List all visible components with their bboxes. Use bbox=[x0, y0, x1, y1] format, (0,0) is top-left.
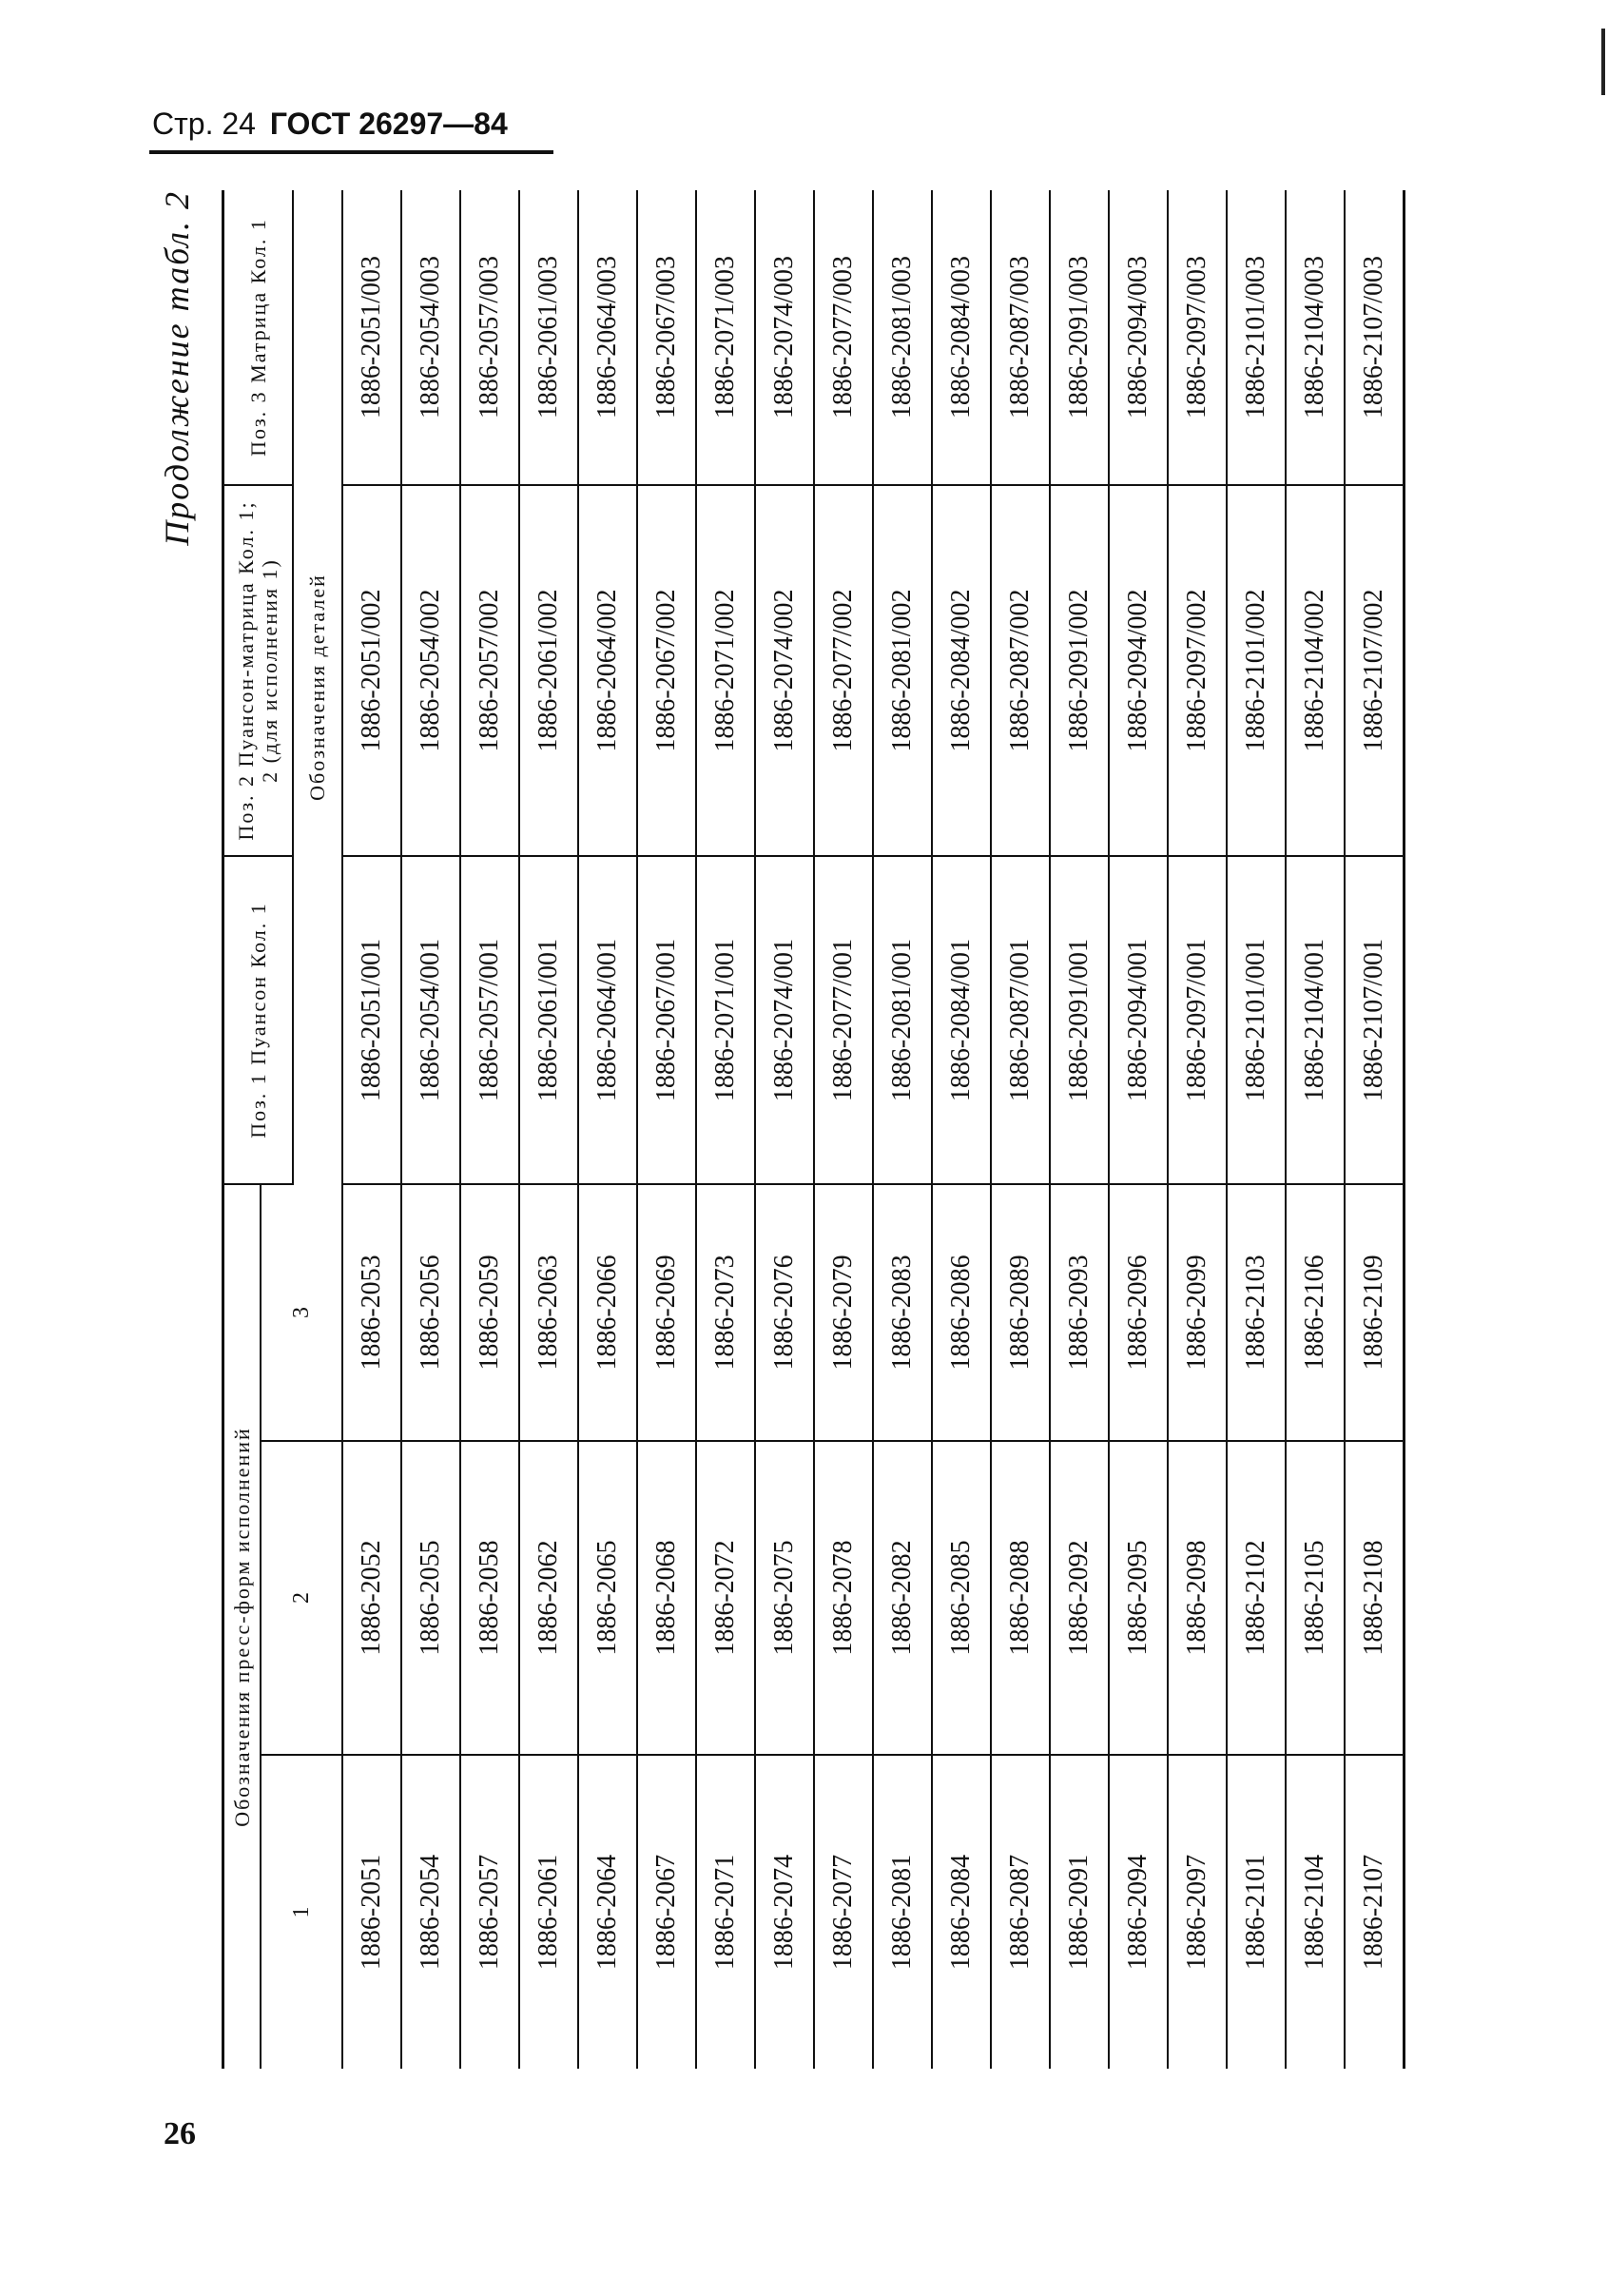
table-cell: 1886-2096 bbox=[1109, 1184, 1168, 1441]
table-cell: 1886-2061 bbox=[519, 1755, 578, 2069]
table-cell: 1886-2099 bbox=[1168, 1184, 1227, 1441]
table-row bbox=[401, 190, 460, 2069]
table-cell: 1886-2063 bbox=[519, 1184, 578, 1441]
header-rule bbox=[149, 150, 553, 154]
table-cell: 1886-2083 bbox=[873, 1184, 932, 1441]
table-cell: 1886-2105 bbox=[1286, 1441, 1345, 1755]
table-cell: 1886-2054/003 bbox=[401, 190, 460, 485]
table-cell: 1886-2065 bbox=[578, 1441, 637, 1755]
table-cell: 1886-2107/001 bbox=[1345, 856, 1405, 1184]
table-cell: 1886-2087/002 bbox=[991, 485, 1050, 856]
table-cell: 1886-2068 bbox=[637, 1441, 696, 1755]
table-cell: 1886-2084 bbox=[932, 1755, 991, 2069]
table-cell: 1886-2051 bbox=[342, 1755, 401, 2069]
table-cell: 1886-2071/002 bbox=[696, 485, 755, 856]
table-cell: 1886-2107/002 bbox=[1345, 485, 1405, 856]
table-cell: 1886-2077 bbox=[814, 1755, 873, 2069]
table-cell: 1886-2084/001 bbox=[932, 856, 991, 1184]
table-cell: 1886-2109 bbox=[1345, 1184, 1405, 1441]
table-cell: 1886-2102 bbox=[1227, 1441, 1286, 1755]
table-cell: 1886-2081/003 bbox=[873, 190, 932, 485]
table-cell: 1886-2104/003 bbox=[1286, 190, 1345, 485]
table-cell: 1886-2074 bbox=[755, 1755, 814, 2069]
table-cell: 1886-2051/003 bbox=[342, 190, 401, 485]
table-row bbox=[342, 190, 401, 2069]
table-row bbox=[755, 190, 814, 2069]
table-cell: 1886-2101/002 bbox=[1227, 485, 1286, 856]
table-cell: 1886-2058 bbox=[460, 1441, 519, 1755]
page-number: 26 bbox=[164, 2116, 196, 2151]
table-cell: 1886-2086 bbox=[932, 1184, 991, 1441]
table-cell: 1886-2104 bbox=[1286, 1755, 1345, 2069]
table-cell: 1886-2108 bbox=[1345, 1441, 1405, 1755]
pos1-header: Поз. 1 Пуансон Кол. 1 bbox=[223, 856, 293, 1184]
table-row bbox=[1109, 190, 1168, 2069]
table-cell: 1886-2064/002 bbox=[578, 485, 637, 856]
table-row bbox=[932, 190, 991, 2069]
pos3-header: Поз. 3 Матрица Кол. 1 bbox=[223, 190, 293, 485]
rotated-table-block bbox=[157, 190, 1445, 2069]
table-cell: 1886-2067/003 bbox=[637, 190, 696, 485]
table-cell: 1886-2081 bbox=[873, 1755, 932, 2069]
exec-col-2-header: 2 bbox=[261, 1441, 342, 1755]
table-cell: 1886-2074/001 bbox=[755, 856, 814, 1184]
table-cell: 1886-2057/001 bbox=[460, 856, 519, 1184]
table-cell: 1886-2057/002 bbox=[460, 485, 519, 856]
table-row bbox=[1050, 190, 1109, 2069]
table-row bbox=[1227, 190, 1286, 2069]
group-header: Обозначения пресс-форм исполнений bbox=[223, 1184, 262, 2069]
table-cell: 1886-2095 bbox=[1109, 1441, 1168, 1755]
table-cell: 1886-2085 bbox=[932, 1441, 991, 1755]
table-cell: 1886-2107 bbox=[1345, 1755, 1405, 2069]
table-cell: 1886-2081/001 bbox=[873, 856, 932, 1184]
table-cell: 1886-2064/001 bbox=[578, 856, 637, 1184]
table-cell: 1886-2081/002 bbox=[873, 485, 932, 856]
table-cell: 1886-2056 bbox=[401, 1184, 460, 1441]
table-row bbox=[519, 190, 578, 2069]
table-cell: 1886-2071 bbox=[696, 1755, 755, 2069]
table-cell: 1886-2091 bbox=[1050, 1755, 1109, 2069]
scan-edge-mark bbox=[1601, 29, 1605, 95]
table-cell: 1886-2097/002 bbox=[1168, 485, 1227, 856]
table-cell: 1886-2094/003 bbox=[1109, 190, 1168, 485]
table-cell: 1886-2061/002 bbox=[519, 485, 578, 856]
table-cell: 1886-2097/001 bbox=[1168, 856, 1227, 1184]
table-cell: 1886-2076 bbox=[755, 1184, 814, 1441]
details-header: Обозначения деталей bbox=[293, 190, 342, 1184]
table-body bbox=[342, 190, 1405, 2069]
table-cell: 1886-2088 bbox=[991, 1441, 1050, 1755]
table-cell: 1886-2104/002 bbox=[1286, 485, 1345, 856]
table-cell: 1886-2055 bbox=[401, 1441, 460, 1755]
table-cell: 1886-2053 bbox=[342, 1184, 401, 1441]
table-cell: 1886-2077/001 bbox=[814, 856, 873, 1184]
table-cell: 1886-2077/003 bbox=[814, 190, 873, 485]
table-cell: 1886-2075 bbox=[755, 1441, 814, 1755]
table-cell: 1886-2069 bbox=[637, 1184, 696, 1441]
table-caption: Продолжение табл. 2 bbox=[158, 190, 196, 546]
pos2-header: Поз. 2 Пуансон-матрица Кол. 1; 2 (для исполнения 1) bbox=[223, 485, 293, 856]
table-cell: 1886-2061/003 bbox=[519, 190, 578, 485]
page-header bbox=[152, 107, 508, 142]
table-cell: 1886-2071/001 bbox=[696, 856, 755, 1184]
table-row bbox=[991, 190, 1050, 2069]
table-cell: 1886-2098 bbox=[1168, 1441, 1227, 1755]
table-cell: 1886-2087/003 bbox=[991, 190, 1050, 485]
table-cell: 1886-2082 bbox=[873, 1441, 932, 1755]
table-cell: 1886-2071/003 bbox=[696, 190, 755, 485]
table-row bbox=[696, 190, 755, 2069]
table-cell: 1886-2061/001 bbox=[519, 856, 578, 1184]
table-cell: 1886-2079 bbox=[814, 1184, 873, 1441]
table-cell: 1886-2051/001 bbox=[342, 856, 401, 1184]
table-cell: 1886-2089 bbox=[991, 1184, 1050, 1441]
table-cell: 1886-2091/002 bbox=[1050, 485, 1109, 856]
table-cell: 1886-2054 bbox=[401, 1755, 460, 2069]
table-cell: 1886-2052 bbox=[342, 1441, 401, 1755]
table-cell: 1886-2077/002 bbox=[814, 485, 873, 856]
table-cell: 1886-2091/001 bbox=[1050, 856, 1109, 1184]
table-cell: 1886-2097/003 bbox=[1168, 190, 1227, 485]
table-cell: 1886-2091/003 bbox=[1050, 190, 1109, 485]
table-cell: 1886-2067/001 bbox=[637, 856, 696, 1184]
table-cell: 1886-2064/003 bbox=[578, 190, 637, 485]
table-cell: 1886-2072 bbox=[696, 1441, 755, 1755]
table-cell: 1886-2084/002 bbox=[932, 485, 991, 856]
table-row bbox=[1345, 190, 1405, 2069]
table-cell: 1886-2092 bbox=[1050, 1441, 1109, 1755]
table-row bbox=[460, 190, 519, 2069]
table-cell: 1886-2103 bbox=[1227, 1184, 1286, 1441]
table-cell: 1886-2094 bbox=[1109, 1755, 1168, 2069]
table-row bbox=[578, 190, 637, 2069]
table-cell: 1886-2074/003 bbox=[755, 190, 814, 485]
table-cell: 1886-2064 bbox=[578, 1755, 637, 2069]
table-cell: 1886-2101/001 bbox=[1227, 856, 1286, 1184]
table-cell: 1886-2067/002 bbox=[637, 485, 696, 856]
standard-number: ГОСТ 26297—84 bbox=[269, 107, 508, 141]
table-row bbox=[814, 190, 873, 2069]
table-cell: 1886-2054/002 bbox=[401, 485, 460, 856]
exec-col-1-header: 1 bbox=[261, 1755, 342, 2069]
table-row bbox=[1286, 190, 1345, 2069]
table-cell: 1886-2062 bbox=[519, 1441, 578, 1755]
table-row bbox=[873, 190, 932, 2069]
table-cell: 1886-2074/002 bbox=[755, 485, 814, 856]
table-cell: 1886-2107/003 bbox=[1345, 190, 1405, 485]
table-cell: 1886-2104/001 bbox=[1286, 856, 1345, 1184]
table-cell: 1886-2094/002 bbox=[1109, 485, 1168, 856]
table-cell: 1886-2097 bbox=[1168, 1755, 1227, 2069]
table-cell: 1886-2066 bbox=[578, 1184, 637, 1441]
table-cell: 1886-2078 bbox=[814, 1441, 873, 1755]
page-prefix: Стр. 24 bbox=[152, 107, 256, 141]
table-cell: 1886-2093 bbox=[1050, 1184, 1109, 1441]
table-cell: 1886-2101 bbox=[1227, 1755, 1286, 2069]
table-cell: 1886-2073 bbox=[696, 1184, 755, 1441]
parts-table bbox=[222, 190, 1405, 2069]
table-cell: 1886-2084/003 bbox=[932, 190, 991, 485]
table-cell: 1886-2057/003 bbox=[460, 190, 519, 485]
exec-col-3-header: 3 bbox=[261, 1184, 342, 1441]
table-cell: 1886-2051/002 bbox=[342, 485, 401, 856]
table-row bbox=[1168, 190, 1227, 2069]
table-cell: 1886-2101/003 bbox=[1227, 190, 1286, 485]
table-cell: 1886-2087/001 bbox=[991, 856, 1050, 1184]
table-cell: 1886-2054/001 bbox=[401, 856, 460, 1184]
table-row bbox=[637, 190, 696, 2069]
table-cell: 1886-2067 bbox=[637, 1755, 696, 2069]
table-cell: 1886-2087 bbox=[991, 1755, 1050, 2069]
table-cell: 1886-2094/001 bbox=[1109, 856, 1168, 1184]
table-cell: 1886-2059 bbox=[460, 1184, 519, 1441]
table-cell: 1886-2057 bbox=[460, 1755, 519, 2069]
table-cell: 1886-2106 bbox=[1286, 1184, 1345, 1441]
